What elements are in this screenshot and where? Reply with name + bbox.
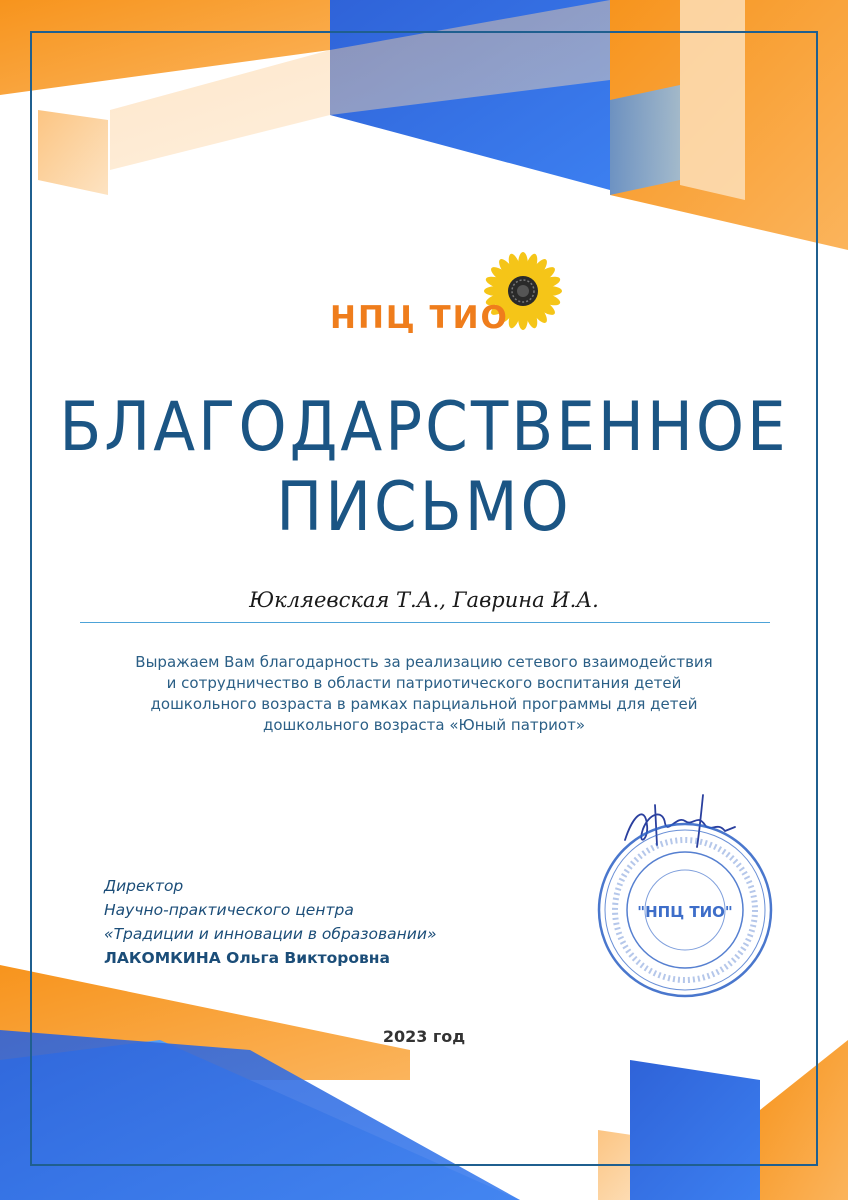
recipients: Юкляевская Т.А., Гаврина И.А. — [249, 588, 599, 612]
signature-scribble — [625, 795, 735, 847]
signatory-position: Директор — [104, 877, 184, 895]
signatory-organization-line-2: «Традиции и инновации в образовании» — [104, 925, 437, 943]
message-line: и сотрудничество в области патриотического воспитания детей — [166, 674, 682, 692]
divider — [80, 622, 770, 623]
year: 2023 год — [382, 1027, 466, 1046]
signatory-name: ЛАКОМКИНА Ольга Викторовна — [104, 949, 390, 967]
stamp-center-text: "НПЦ ТИО" — [637, 903, 733, 921]
message-line: Выражаем Вам благодарность за реализацию сетевого взаимодействия — [135, 653, 713, 671]
message-line: дошкольного возраста в рамках парциальной программы для детей — [150, 695, 698, 713]
logo-text: НПЦ ТИО — [330, 300, 509, 336]
message-line: дошкольного возраста «Юный патриот» — [262, 716, 586, 734]
title-line-2: ПИСЬМО — [276, 468, 572, 547]
message — [90, 652, 758, 736]
logo — [330, 250, 570, 340]
title-line-1: БЛАГОДАРСТВЕННОЕ — [59, 388, 789, 467]
official-stamp — [585, 785, 780, 1000]
signatory-organization-line-1: Научно-практического центра — [104, 901, 354, 919]
signatory-block — [104, 874, 437, 970]
